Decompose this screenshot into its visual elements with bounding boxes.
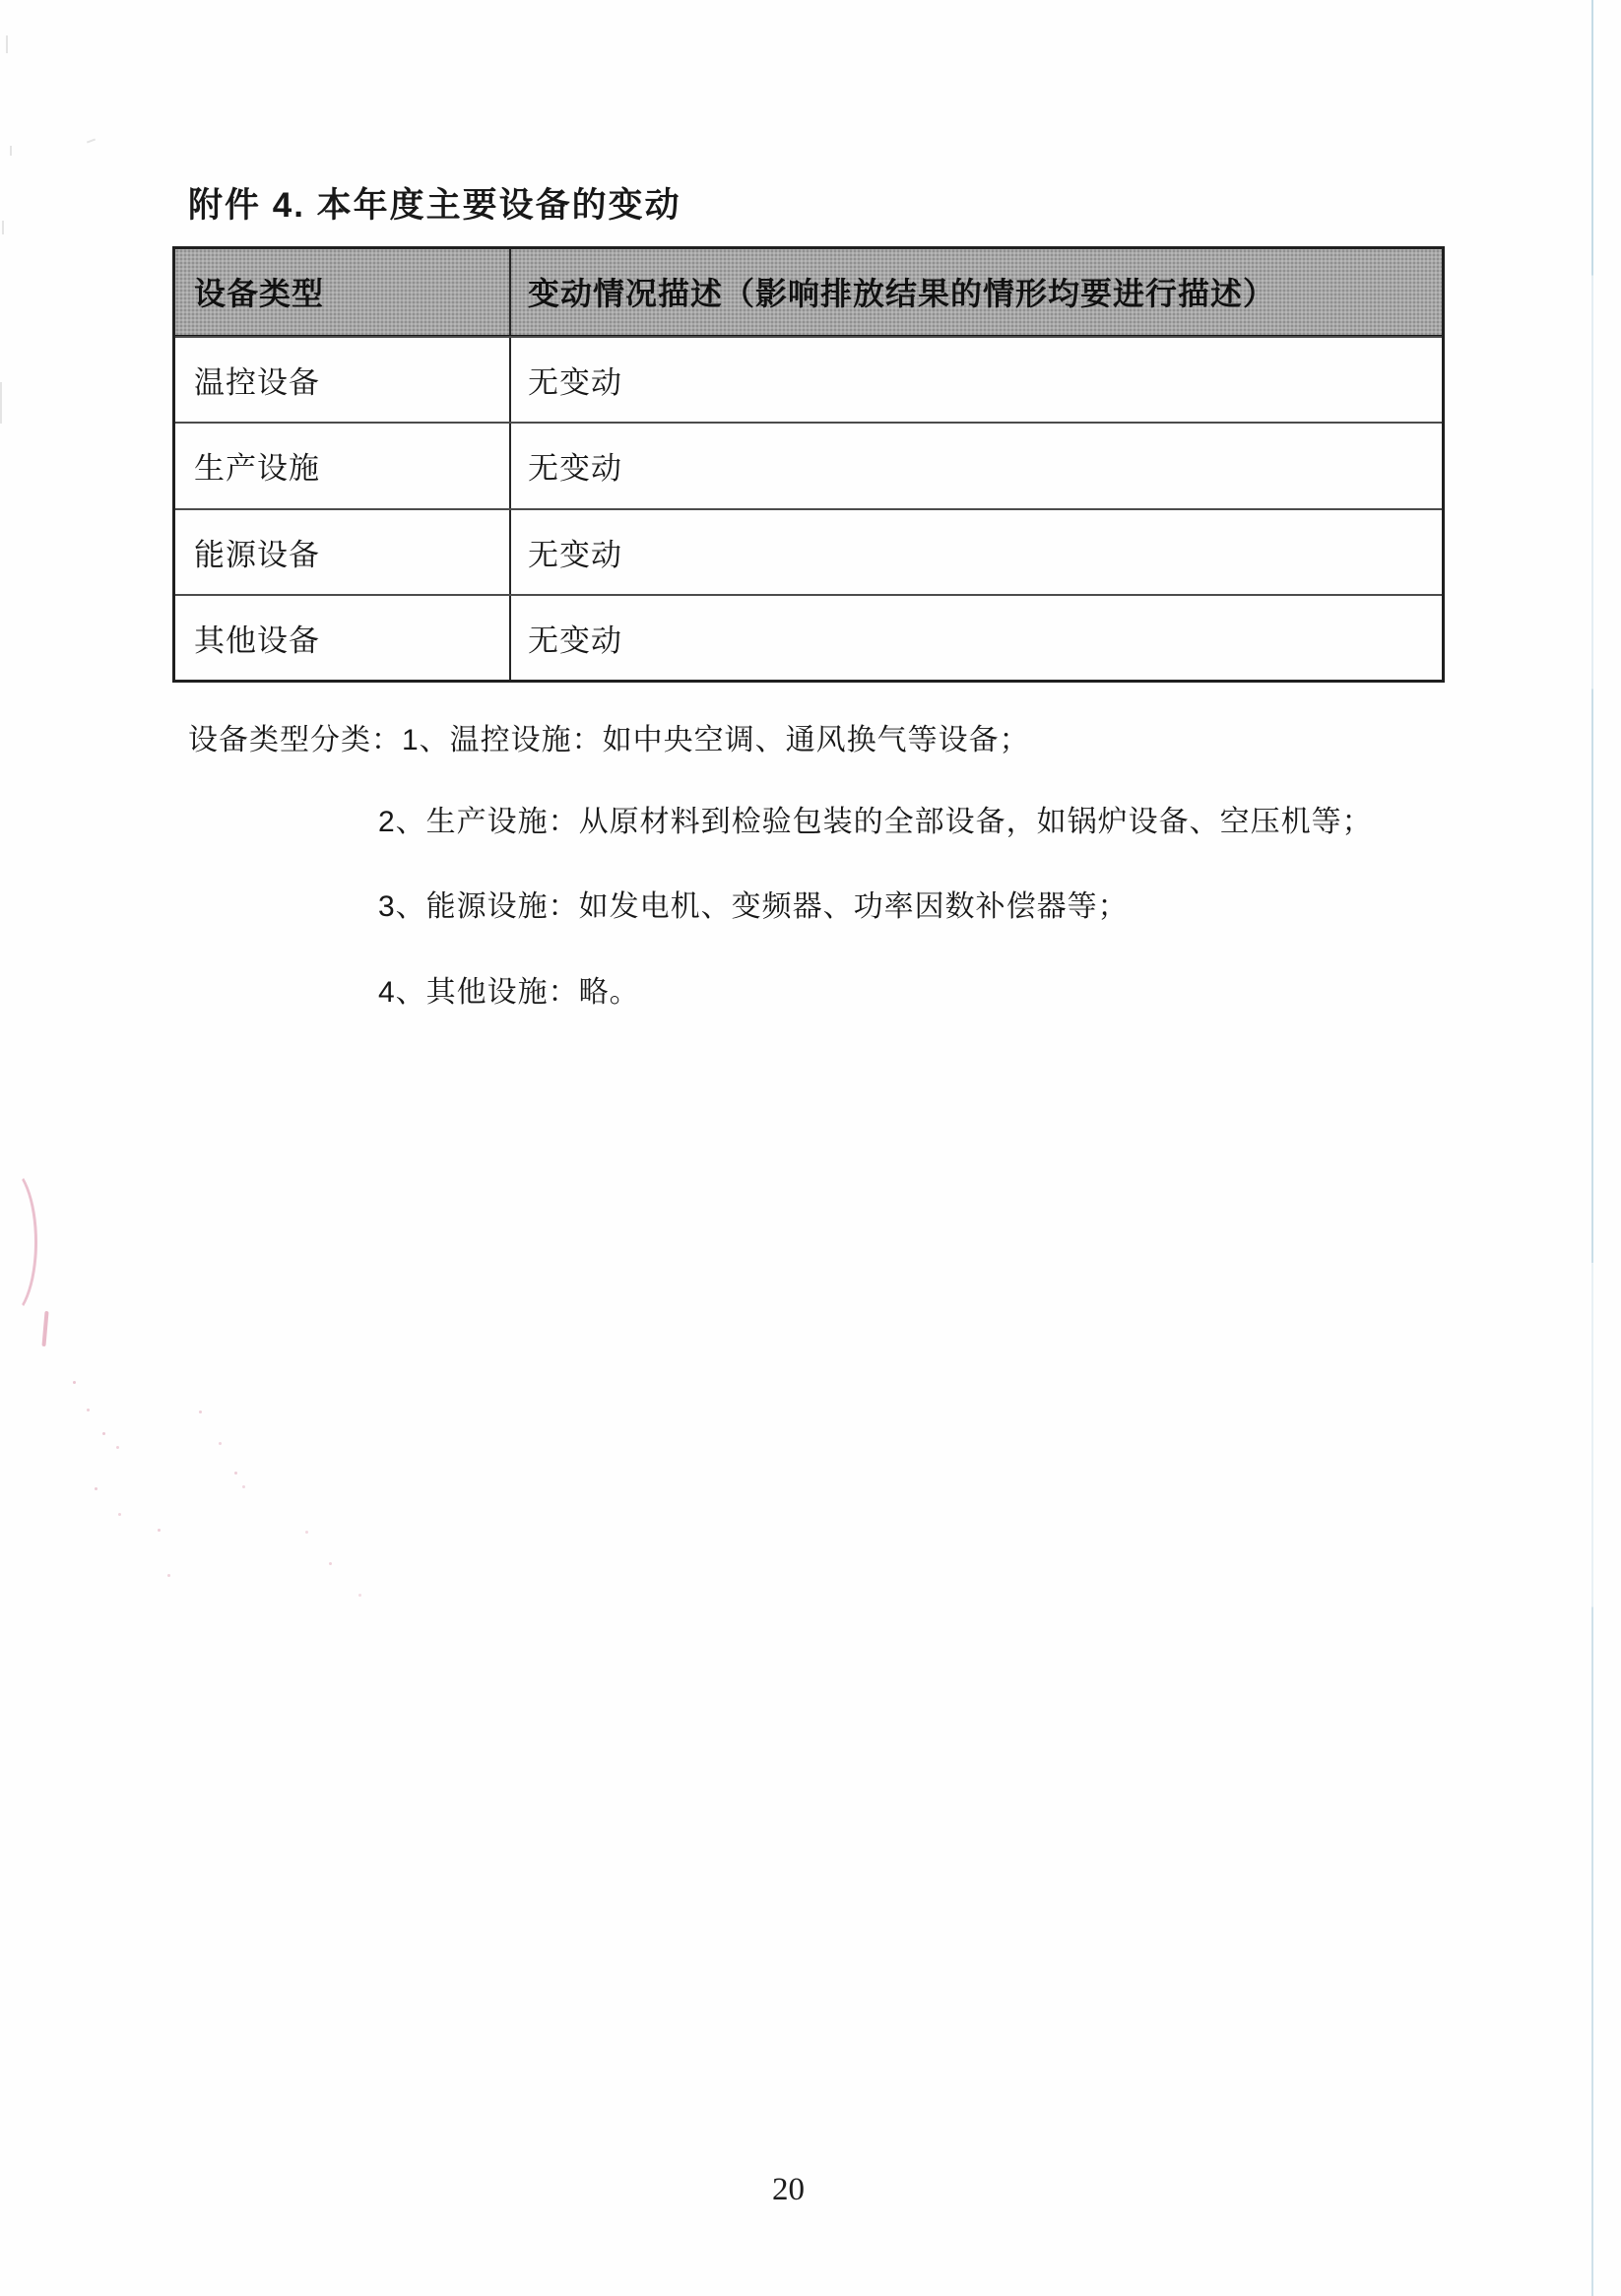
cell-equipment-type: 生产设施 xyxy=(175,424,511,507)
cell-change-description: 无变动 xyxy=(528,623,622,658)
cell-equipment-type: 其他设备 xyxy=(175,596,511,680)
table-row xyxy=(175,336,1442,422)
page-number: 20 xyxy=(772,2172,805,2207)
note-energy-facilities: 3、能源设施：如发电机、变频器、功率因数补偿器等； xyxy=(378,890,1129,923)
cell-equipment-type: 能源设备 xyxy=(175,510,511,594)
table-header-row xyxy=(175,249,1442,336)
scan-artifact-edge-mark xyxy=(87,139,96,144)
equipment-change-table xyxy=(172,246,1445,683)
cell-change-description: 无变动 xyxy=(528,537,622,572)
scan-artifact-edge-mark xyxy=(6,35,8,53)
header-cell-change-description: 变动情况描述（影响排放结果的情形均要进行描述） xyxy=(528,276,1276,312)
scan-artifact-pink-specks xyxy=(73,1381,76,1384)
header-cell-equipment-type: 设备类型 xyxy=(175,249,511,335)
note-other-facilities: 4、其他设施：略。 xyxy=(378,976,640,1009)
note-production-facilities: 2、生产设施：从原材料到检验包装的全部设备，如锅炉设备、空压机等； xyxy=(378,806,1373,838)
scan-artifact-pink-arc xyxy=(0,1164,37,1320)
scan-artifact-edge-mark xyxy=(2,221,4,234)
cell-equipment-type: 温控设备 xyxy=(175,338,511,422)
attachment-title: 附件 4. 本年度主要设备的变动 xyxy=(188,186,681,225)
scan-artifact-blue-line xyxy=(1591,0,1593,2296)
scan-artifact-edge-mark xyxy=(10,146,12,156)
cell-change-description: 无变动 xyxy=(528,451,622,487)
scan-artifact-pink-tick xyxy=(41,1311,48,1346)
note-equipment-classification-lead: 设备类型分类：1、温控设施：如中央空调、通风换气等设备； xyxy=(188,724,1030,756)
scan-artifact-edge-mark xyxy=(0,382,2,424)
cell-change-description: 无变动 xyxy=(528,365,622,401)
table-row xyxy=(175,422,1442,507)
table-row xyxy=(175,594,1442,680)
table-row xyxy=(175,508,1442,594)
